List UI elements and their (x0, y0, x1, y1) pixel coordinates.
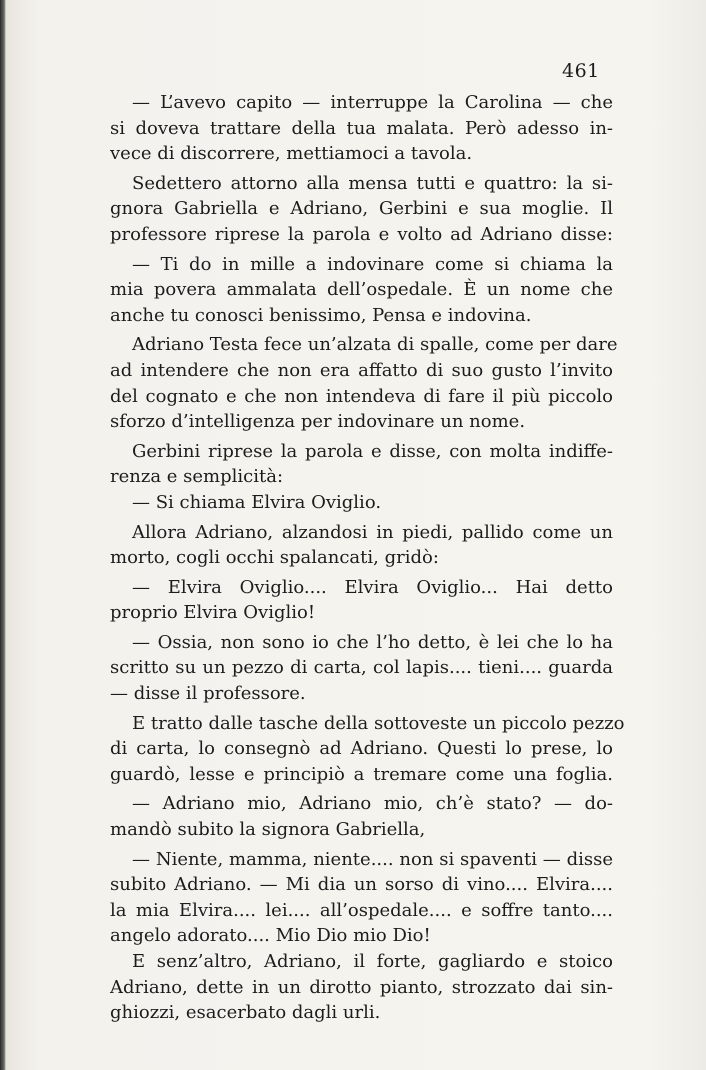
text-line: la mia Elvira.... lei.... all’ospedale.... e soffre tanto.... (110, 899, 613, 921)
text-line: morto, cogli occhi spalancati, gridò: (110, 547, 439, 569)
text-line: — Ossia, non sono io che l’ho detto, è lei che lo ha (132, 631, 613, 653)
text-line: angelo adorato.... Mio Dio mio Dio! (110, 925, 431, 947)
text-line: E senz’altro, Adriano, il forte, gagliardo e stoico (132, 951, 613, 972)
body-text (110, 90, 625, 1026)
text-line: mandò subito la signora Gabriella, (110, 819, 426, 841)
text-line: — Niente, mamma, niente.... non si spaventi — disse (132, 848, 613, 870)
text-line: guardò, lesse e principiò a tremare come una foglia. (110, 763, 613, 785)
text-line: Allora Adriano, alzandosi in piedi, pallido come un (132, 521, 613, 543)
text-line: Sedettero attorno alla mensa tutti e quattro: la si- (132, 172, 613, 194)
text-line: — L’avevo capito — interruppe la Carolina — che (132, 92, 613, 113)
text-line: gnora Gabriella e Adriano, Gerbini e sua moglie. Il (110, 198, 613, 220)
text-line: — Si chiama Elvira Oviglio. (132, 491, 382, 513)
text-line: E tratto dalle tasche della sottoveste un piccolo pezzo (132, 712, 625, 734)
text-line: si doveva trattare della tua malata. Però adesso in- (110, 117, 613, 139)
text-line: proprio Elvira Oviglio! (110, 602, 316, 624)
text-line: — disse il professore. (110, 683, 306, 705)
text-line: — Ti do in mille a indovinare come si chiama la (132, 253, 613, 275)
text-line: — Elvira Oviglio.... Elvira Oviglio... Hai detto (132, 576, 613, 598)
text-line: Adriano Testa fece un’alzata di spalle, come per dare (132, 334, 618, 356)
text-line: — Adriano mio, Adriano mio, ch’è stato? — do- (132, 793, 613, 815)
text-line: scritto su un pezzo di carta, col lapis.... tieni.... guarda (110, 657, 613, 679)
text-line: professore riprese la parola e volto ad Adriano disse: (110, 223, 613, 245)
page-binding-edge (0, 0, 6, 1070)
text-line: anche tu conosci benissimo, Pensa e indovina. (110, 304, 532, 326)
text-line: del cognato e che non intendeva di fare il più piccolo (110, 385, 613, 407)
text-line: ghiozzi, esacerbato dagli urli. (110, 1002, 381, 1024)
text-line: di carta, lo consegnò ad Adriano. Questi lo prese, lo (110, 738, 613, 760)
text-line: sforzo d’intelligenza per indovinare un nome. (110, 411, 526, 433)
text-line: Gerbini riprese la parola e disse, con molta indiffe- (132, 440, 613, 462)
text-line: mia povera ammalata dell’ospedale. È un nome che (110, 279, 613, 301)
text-line: ad intendere che non era affatto di suo gusto l’invito (110, 359, 613, 381)
text-line: subito Adriano. — Mi dia un sorso di vino.... Elvira.... (110, 874, 613, 896)
text-line: renza e semplicità: (110, 466, 284, 488)
text-line: vece di discorrere, mettiamoci a tavola. (110, 143, 473, 165)
text-line: Adriano, dette in un dirotto pianto, strozzato dai sin- (110, 976, 613, 998)
page-number: 461 (562, 60, 600, 82)
